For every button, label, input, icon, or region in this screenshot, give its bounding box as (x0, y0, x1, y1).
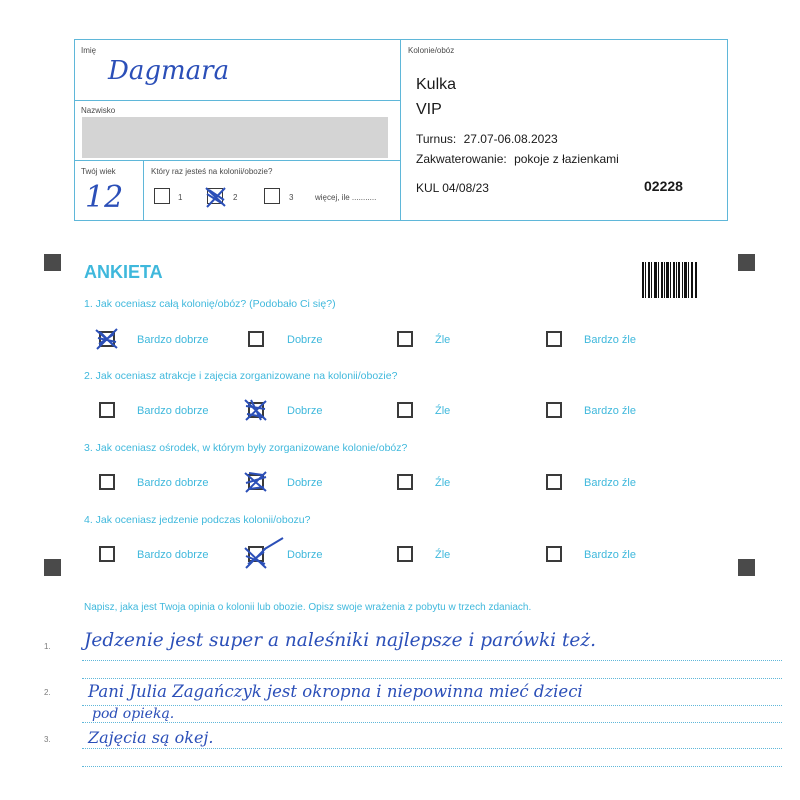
accommodation-value: pokoje z łazienkami (514, 152, 619, 166)
q1-option-bardzo-dobrze: Bardzo dobrze (137, 334, 209, 346)
q1-option-dobrze-checkbox[interactable] (248, 331, 264, 347)
q1-option-bardzo-zle-checkbox[interactable] (546, 331, 562, 347)
opinion-number-1: 1. (44, 642, 51, 651)
q3-option-dobrze: Dobrze (287, 477, 323, 489)
q3-option-bardzo-dobrze-checkbox[interactable] (99, 474, 115, 490)
question-1: 1. Jak oceniasz całą kolonię/obóz? (Podobało Ci się?) (84, 298, 336, 310)
accommodation-label: Zakwaterowanie: (416, 152, 507, 166)
surname-redaction (82, 117, 388, 158)
opinion-number-3: 3. (44, 735, 51, 744)
q3-option-bardzo-zle-checkbox[interactable] (546, 474, 562, 490)
opinion-answer-1: Jedzenie jest super a naleśniki najlepsze i parówki też. (84, 630, 596, 651)
q3-option-bardzo-dobrze: Bardzo dobrze (137, 477, 209, 489)
surname-label: Nazwisko (81, 106, 116, 115)
q3-option-bardzo-zle: Bardzo źle (584, 477, 636, 489)
barcode (642, 262, 698, 298)
q1-option-dobrze: Dobrze (287, 334, 323, 346)
opinion-line-1 (82, 660, 782, 661)
opinion-answer-3: Zajęcia są okej. (88, 728, 214, 747)
registration-marker-top-right (738, 254, 755, 271)
q1-option-bardzo-zle: Bardzo źle (584, 334, 636, 346)
q2-option-bardzo-zle: Bardzo źle (584, 405, 636, 417)
age-value: 12 (85, 180, 124, 215)
opinion-line-3b (82, 766, 782, 767)
times-option-3: 3 (289, 193, 294, 202)
times-label: Który raz jesteś na kolonii/obozie? (151, 167, 273, 176)
opinion-line-3 (82, 748, 782, 749)
opinion-line-2 (82, 705, 782, 706)
opinion-line-1b (82, 678, 782, 679)
opinion-prompt: Napisz, jaka jest Twoja opinia o kolonii lub obozie. Opisz swoje wrażenia z pobytu w trzech zdaniach. (84, 602, 532, 613)
times-option-1: 1 (178, 193, 183, 202)
divider-age (143, 160, 144, 220)
times-check-mark (203, 184, 229, 210)
q3-option-zle: Źle (435, 477, 451, 489)
name-value: Dagmara (108, 56, 230, 86)
q4-option-bardzo-zle-checkbox[interactable] (546, 546, 562, 562)
q4-option-zle: Źle (435, 549, 451, 561)
turnus-label: Turnus: (416, 132, 457, 146)
divider-vertical (400, 39, 401, 220)
opinion-answer-2b: pod opieką. (92, 706, 175, 722)
registration-marker-bottom-right (738, 559, 755, 576)
q4-option-bardzo-zle: Bardzo źle (584, 549, 636, 561)
q1-option-zle: Źle (435, 334, 451, 346)
q2-option-dobrze: Dobrze (287, 405, 323, 417)
times-checkbox-1[interactable] (154, 188, 170, 204)
question-4: 4. Jak oceniasz jedzenie podczas kolonii/obozu? (84, 514, 311, 526)
form-number: 02228 (644, 178, 683, 194)
q4-option-dobrze: Dobrze (287, 549, 323, 561)
survey-title: ANKIETA (84, 262, 163, 282)
times-option-2: 2 (233, 193, 238, 202)
q4-option-bardzo-dobrze-checkbox[interactable] (99, 546, 115, 562)
opinion-line-2b (82, 722, 782, 723)
question-2: 2. Jak oceniasz atrakcje i zajęcia zorganizowane na kolonii/obozie? (84, 370, 398, 382)
camp-type: VIP (416, 101, 442, 118)
divider-name (74, 100, 401, 101)
question-3: 3. Jak oceniasz ośrodek, w którym były zorganizowane kolonie/obóz? (84, 442, 408, 454)
divider-surname (74, 160, 401, 161)
q2-option-zle: Źle (435, 405, 451, 417)
times-checkbox-3[interactable] (264, 188, 280, 204)
q2-option-zle-checkbox[interactable] (397, 402, 413, 418)
q1-option-zle-checkbox[interactable] (397, 331, 413, 347)
opinion-number-2: 2. (44, 688, 51, 697)
camp-name: Kulka (416, 76, 457, 93)
q3-option-zle-checkbox[interactable] (397, 474, 413, 490)
q2-option-bardzo-zle-checkbox[interactable] (546, 402, 562, 418)
times-more-label: więcej, ile ........... (315, 193, 377, 202)
q4-option-zle-checkbox[interactable] (397, 546, 413, 562)
q4-check-mark (243, 536, 285, 570)
q4-option-bardzo-dobrze: Bardzo dobrze (137, 549, 209, 561)
q1-check-mark (94, 326, 120, 352)
q2-option-bardzo-dobrze: Bardzo dobrze (137, 405, 209, 417)
q2-check-mark (243, 397, 269, 423)
camp-code: KUL 04/08/23 (416, 181, 489, 195)
turnus-row (416, 132, 558, 146)
opinion-answer-2a: Pani Julia Zagańczyk jest okropna i niepowinna mieć dzieci (88, 682, 583, 701)
accommodation-row (416, 152, 619, 166)
q3-check-mark (243, 469, 269, 495)
registration-marker-bottom-left (44, 559, 61, 576)
turnus-value: 27.07-06.08.2023 (463, 132, 558, 146)
name-label: Imię (81, 46, 97, 55)
age-label: Twój wiek (81, 167, 116, 176)
registration-marker-top-left (44, 254, 61, 271)
camp-label: Kolonie/obóz (408, 46, 455, 55)
q2-option-bardzo-dobrze-checkbox[interactable] (99, 402, 115, 418)
